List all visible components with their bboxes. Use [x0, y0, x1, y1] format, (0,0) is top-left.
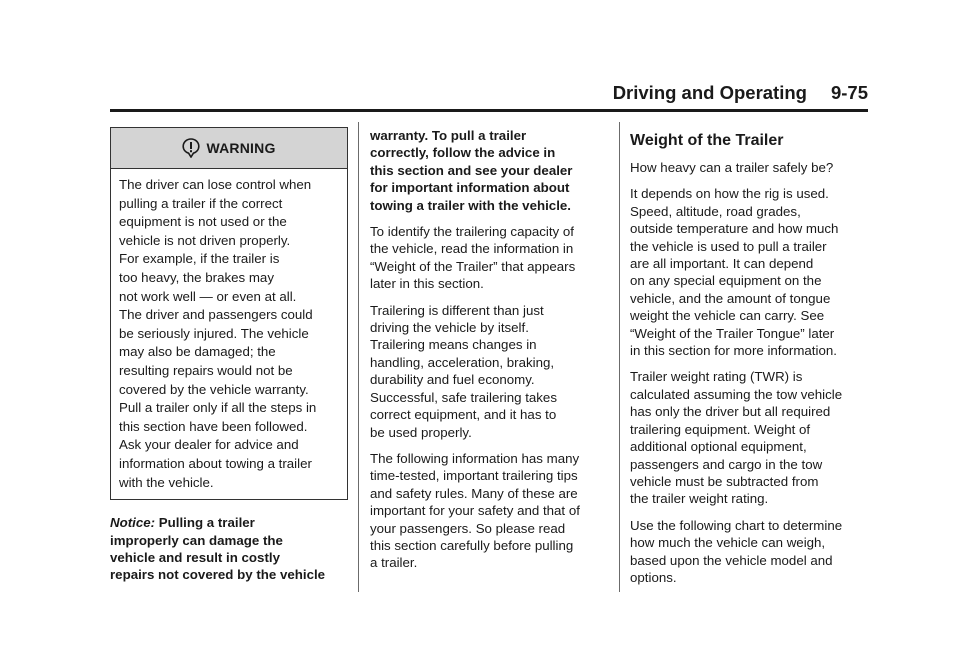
notice-text: Pulling a trailer improperly can damage the vehicle and result in costly repairs not covered by the vehicle: [110, 515, 326, 583]
notice-continued: warranty. To pull a trailer correctly, follow the advice in this section and see your dealer for important information about towing a trailer with the vehicle.: [370, 128, 573, 213]
paragraph-twr: Trailer weight rating (TWR) is calculated assuming the tow vehicle has only the driver but all required trailering equipment. Weight of additional optional equipment, passengers and cargo in the tow vehicle must be subtracted from the trailer weight rating.: [630, 369, 843, 507]
paragraph-trailering-capacity: To identify the trailering capacity of the vehicle, read the information in “Weight of the Trailer” that appears later in this section.: [370, 224, 576, 292]
column-3: [630, 127, 870, 595]
warning-symbol-icon: [182, 138, 200, 158]
page-number: 9-75: [830, 82, 868, 103]
section-title: Driving and Operating: [612, 82, 807, 103]
paragraph-trailering-tips: The following information has many time-tested, important trailering tips and safety rules. Many of these are important for your safety and that of your passengers. So please read this section carefully before pulling a trailer.: [370, 450, 580, 571]
column-1: [110, 127, 348, 584]
paragraph-use-chart: Use the following chart to determine how much the vehicle can weigh, based upon the vehicle model and options.: [630, 517, 843, 585]
column-divider-2: [619, 122, 620, 592]
warning-box: [110, 127, 348, 500]
column-2: [370, 127, 610, 581]
paragraph-how-heavy: How heavy can a trailer safely be?: [630, 160, 834, 175]
warning-text: The driver can lose control when pulling a trailer if the correct equipment is not used or the vehicle is not driven properly. For example, if the trailer is too heavy, the brakes may not work well — or even at all. The driver and passengers could be seriously injured. The vehicle may also be damaged; the resulting repairs would not be covered by the vehicle warranty. Pull a trailer only if all the steps in this section have been followed. Ask your dealer for advice and information about towing a trailer with the vehicle.: [119, 177, 317, 490]
header-rule: [110, 109, 868, 112]
warning-header: [111, 128, 347, 169]
page-header: [600, 82, 868, 104]
section-heading-trailer-weight: Weight of the Trailer: [630, 132, 784, 149]
paragraph-depends: It depends on how the rig is used. Speed, altitude, road grades, outside temperature and how much the vehicle is used to pull a trailer are all important. It can depend on any special equipment on the vehicle, and the amount of tongue weight the vehicle can carry. See “Weight of the Trailer Tongue” later in this section for more information.: [630, 186, 839, 359]
notice-label: Notice:: [110, 515, 156, 531]
warning-title: WARNING: [206, 140, 276, 156]
notice-paragraph: [110, 514, 348, 584]
column-divider-1: [358, 122, 359, 592]
paragraph-trailering-different: Trailering is different than just driving the vehicle by itself. Trailering means changes in handling, acceleration, braking, durability and fuel economy. Successful, safe trailering takes correct equipment, and it has to be used properly.: [370, 302, 557, 440]
